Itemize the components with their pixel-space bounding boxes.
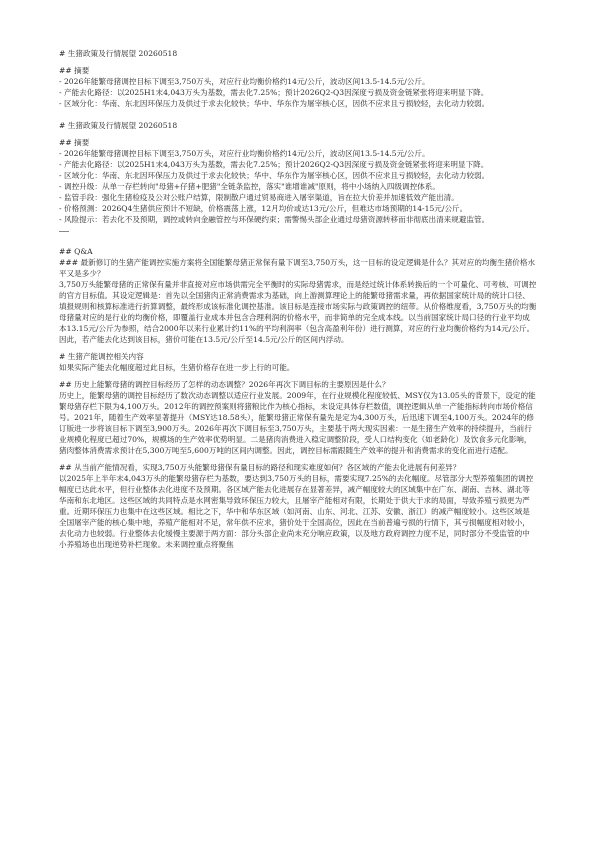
qa-answer: 3,750万头能繁母猪的正常保有量并非直接对应市场供需完全平衡时的实际母猪需求，而是经过统计体系转换后的一个可量化、可考核、可调控的官方目标值。其设定逻辑是：首先以全国猪肉正常消费需求为基础，向上游测算理论上的能繁母猪需求量，再依据国家统计局的统计口径、填报规则和核算标准进行折算调整，最终形成该标准化调控基准。该目标是连接市场实际与政策调控的纽带。从价格维度看，3,750万头的均衡母猪量对应的是行业的均衡价格，即覆盖行业成本并包含合理利润的价格水平，而非简单的完全成本线。以当前国家统计局口径的行业平均成本13.15元/公斤为参照，结合2000年以来行业累计约11%的平均利润率（包含高盈利年份）进行测算，对应的行业均衡价格约为14元/公斤。因此，若产能去化达到该目标，猪价可能在13.5元/公斤至14.5元/公斤的区间内浮动。 bbox=[59, 280, 537, 344]
qa-heading: # 生猪产能调控相关内容 bbox=[59, 352, 144, 361]
section-subtitle: ## 摘要 bbox=[59, 66, 90, 75]
summary-bullet: - 调控升级：从单一存栏转向"母猪+仔猪+肥猪"全链条监控，落实"谁增谁减"原则，将中小场纳入四级调控体系。 bbox=[59, 182, 440, 191]
summary-bullet: - 价格预测：2026Q4生猪供应预计不短缺，价格震荡上涨，12月均价或达13元/公斤，但难达市场预期的14-15元/公斤。 bbox=[59, 204, 468, 213]
document-page bbox=[59, 48, 537, 550]
qa-title: ## Q&A bbox=[59, 247, 93, 256]
qa-answer: 如果实际产能去化幅度超过此目标，生猪价格存在进一步上行的可能。 bbox=[59, 363, 295, 372]
divider bbox=[59, 231, 69, 232]
qa-question: ## 历史上能繁母猪的调控目标经历了怎样的动态调整？2026年再次下调目标的主要原因是什么？ bbox=[59, 380, 390, 389]
summary-bullet: - 区域分化：华南、东北因环保压力及供过于求去化较快；华中、华东作为屠宰核心区，因供不应求且亏损较轻，去化动力较弱。 bbox=[59, 171, 490, 180]
summary-bullet: - 2026年能繁母猪调控目标下调至3,750万头，对应行业均衡价格约14元/公斤，波动区间13.5-14.5元/公斤。 bbox=[59, 77, 430, 86]
summary-bullet: - 2026年能繁母猪调控目标下调至3,750万头，对应行业均衡价格约14元/公斤，波动区间13.5-14.5元/公斤。 bbox=[59, 149, 430, 158]
summary-bullet: - 产能去化路径：以2025H1末4,043万头为基数，需去化7.25%；预计2026Q2-Q3因深度亏损及资金链紧张将迎来明显下降。 bbox=[59, 88, 489, 97]
qa-question: ## 从当前产能情况看，实现3,750万头能繁母猪保有量目标的路径和现实难度如何？各区域的产能去化进展有何差异？ bbox=[59, 463, 461, 472]
qa-answer: 历史上，能繁母猪的调控目标经历了数次动态调整以适应行业发展。2009年，在行业规模化程度较低、MSY仅为13.05头的背景下，设定的能繁母猪存栏下限为4,100万头。2012年的调控预案则将猪粮比作为核心指标，未设定具体存栏数值，调控逻辑从单一产能指标转向市场价格信号。2021年，随着生产效率显著提升（MSY达18.58头），能繁母猪正常保有量先是定为4,300万头，后迅速下调至4,100万头。2024年的修订版进一步将该目标下调至3,900万头。2026年再次下调目标至3,750万头，主要基于两大现实因素：一是生猪生产效率的持续提升，当前行业规模化程度已超过70%，规模场的生产效率优势明显。二是猪肉消费进入稳定调整阶段，受人口结构变化（如老龄化）及饮食多元化影响，猪肉整体消费需求预计在5,300万吨至5,600万吨的区间内调整。因此，调控目标需跟随生产效率的提升和消费需求的变化而进行适配。 bbox=[59, 391, 536, 455]
qa-question: ### 最新修订的生猪产能调控实施方案将全国能繁母猪正常保有量下调至3,750万头，这一目标的设定逻辑是什么？其对应的均衡生猪价格水平又是多少？ bbox=[59, 258, 536, 278]
section-title: # 生猪政策及行情展望 20260518 bbox=[59, 49, 178, 58]
summary-bullet: - 风险提示：若去化不及预期，调控或转向金融管控与环保硬约束；需警惕头部企业通过母猪资源转移而非彻底出清来规避监管。 bbox=[59, 215, 490, 224]
section-subtitle: ## 摘要 bbox=[59, 138, 90, 147]
summary-bullet: - 监管手段：强化生猪检疫及公对公账户结算，限制散户通过贸易商进入屠宰渠道，旨在拉大价差并加速低效产能出清。 bbox=[59, 193, 459, 202]
summary-bullet: - 产能去化路径：以2025H1末4,043万头为基数，需去化7.25%；预计2026Q2-Q3因深度亏损及资金链紧张将迎来明显下降。 bbox=[59, 160, 489, 169]
qa-answer: 以2025年上半年末4,043万头的能繁母猪存栏为基数，要达到3,750万头的目标，需要实现7.25%的去化幅度。尽管部分大型养殖集团的调控幅度已达此水平，但行业整体去化进度不及预期。各区域产能去化进展存在显著差异，减产幅度较大的区域集中在广东、湖南、吉林、湖北等华南和东北地区。这些区域的共同特点是水网密集导致环保压力较大，且屠宰产能相对有限，长期处于供大于求的局面，导致养殖亏损更为严重。近期环保压力也集中在这些区域。相比之下，华中和华东区域（如河南、山东、河北、江苏、安徽、浙江）的减产幅度较小。这些区域是全国屠宰产能的核心集中地，养殖产能相对不足，常年供不应求，猪价处于全国高位，因此在当前普遍亏损的行情下，其亏损幅度相对较小，去化动力也较弱。行业整体去化缓慢主要源于两方面：部分头部企业尚未充分响应政策，以及地方政府调控力度不足，同时部分不受监管的中小养殖场也出现逆势补栏现象。未来调控重点将聚焦 bbox=[59, 474, 534, 549]
section-title: # 生猪政策及行情展望 20260518 bbox=[59, 121, 178, 130]
summary-bullet: - 区域分化：华南、东北因环保压力及供过于求去化较快；华中、华东作为屠宰核心区，因供不应求且亏损较轻，去化动力较弱。 bbox=[59, 99, 490, 108]
